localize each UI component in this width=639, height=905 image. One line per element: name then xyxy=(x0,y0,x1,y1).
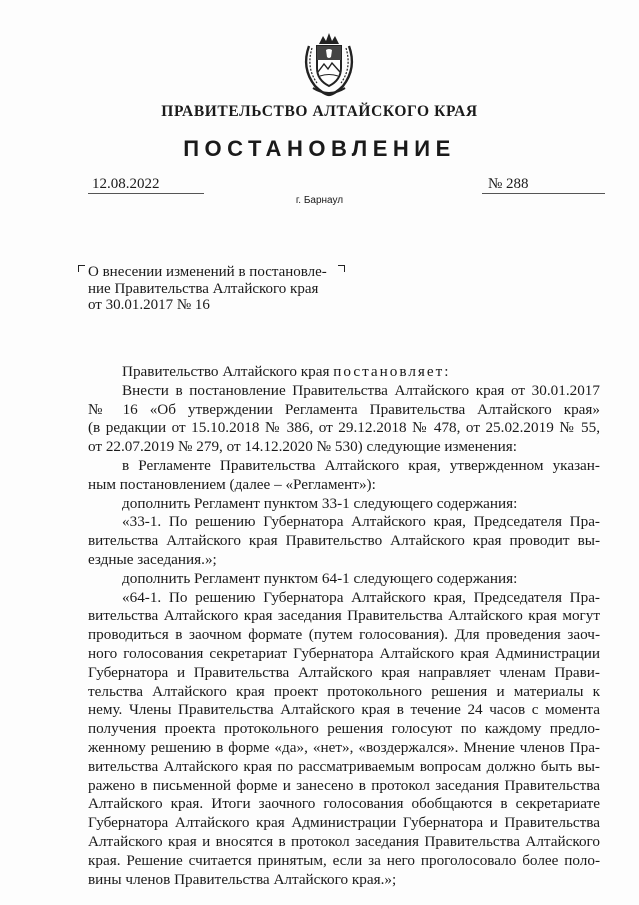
city-label: г. Барнаул xyxy=(295,195,344,206)
body-line: получения проекта протокольного решения голосуют по каждому предло- xyxy=(88,720,600,738)
body-line: женному решению в форме «да», «нет», «воздержался». Мнение членов Пра- xyxy=(88,738,600,756)
government-title: ПРАВИТЕЛЬСТВО АЛТАЙСКОГО КРАЯ xyxy=(161,103,478,120)
coat-of-arms-emblem xyxy=(297,28,361,98)
document-subject xyxy=(88,264,338,314)
body-line: Алтайского края. Итоги заочного голосования обобщаются в секретариате xyxy=(88,795,600,813)
intro-colon: : xyxy=(444,363,449,380)
body-line: тельства Алтайского края проект протокольного решения и материалы к xyxy=(88,682,600,700)
body-intro xyxy=(88,363,600,382)
body-line: вительства Алтайского края заседания Правительства Алтайского края могут xyxy=(88,607,600,625)
subject-line: О внесении изменений в постановле- xyxy=(88,264,327,280)
subject-corner-mark-right xyxy=(338,265,345,272)
body-line: Алтайского края и вносятся в протокол заседания Правительства Алтайского xyxy=(88,832,600,850)
body-line: от 22.07.2019 № 279, от 14.12.2020 № 530) следующие изменения: xyxy=(88,438,518,456)
body-line: края. Решение считается принятым, если за него проголосовало более поло- xyxy=(88,851,600,869)
body-line: Губернатора Алтайского края Администрации Губернатора и Правительства xyxy=(88,814,600,832)
body-line: дополнить Регламент пунктом 33-1 следующего содержания: xyxy=(122,494,518,512)
document-date: 12.08.2022 xyxy=(88,176,204,194)
body-line: (в редакции от 15.10.2018 № 386, от 29.12.2018 № 478, от 25.02.2019 № 55, xyxy=(88,419,600,437)
body-line: вины членов Правительства Алтайского края.»; xyxy=(88,870,397,888)
body-line: Губернатора и Правительства Алтайского края направляет членам Прави- xyxy=(88,663,600,681)
body-line: вительства Алтайского края Правительство Алтайского края проводит вы- xyxy=(88,532,600,550)
body-line: «33-1. По решению Губернатора Алтайского края, Председателя Пра- xyxy=(122,513,600,531)
body-line: «64-1. По решению Губернатора Алтайского края, Председателя Пра- xyxy=(122,588,600,606)
body-line: № 16 «Об утверждении Регламента Правительства Алтайского края» xyxy=(88,400,600,418)
document-type-title: ПОСТАНОВЛЕНИЕ xyxy=(183,136,456,161)
body-line: Внести в постановление Правительства Алтайского края от 30.01.2017 xyxy=(122,381,600,399)
intro-text: Правительство Алтайского края xyxy=(122,363,334,380)
subject-corner-mark-left xyxy=(78,265,85,272)
body-line: ным постановлением (далее – «Регламент»): xyxy=(88,475,376,493)
body-line: ного голосования секретариат Губернатора Алтайского края Администрации xyxy=(88,644,600,662)
body-line: ражено в письменной форме и занесено в протокол заседания Правительства xyxy=(88,776,600,794)
body-line: вительства Алтайского края по рассматриваемым вопросам должно быть вы- xyxy=(88,757,600,775)
body-line: проводиться в заочном формате (путем голосования). Для проведения заоч- xyxy=(88,626,600,644)
body-line: ездные заседания.»; xyxy=(88,550,217,568)
subject-line: от 30.01.2017 № 16 xyxy=(88,297,210,313)
subject-line: ние Правительства Алтайского края xyxy=(88,280,319,297)
body-line: дополнить Регламент пунктом 64-1 следующего содержания: xyxy=(122,569,518,587)
document-number: № 288 xyxy=(482,176,605,194)
body-line: в Регламенте Правительства Алтайского края, утвержденном указан- xyxy=(122,456,600,474)
body-line: нему. Члены Правительства Алтайского края в течение 24 часов с момента xyxy=(88,701,600,719)
intro-decree-word: постановляет xyxy=(333,363,445,380)
document-body xyxy=(88,363,600,889)
